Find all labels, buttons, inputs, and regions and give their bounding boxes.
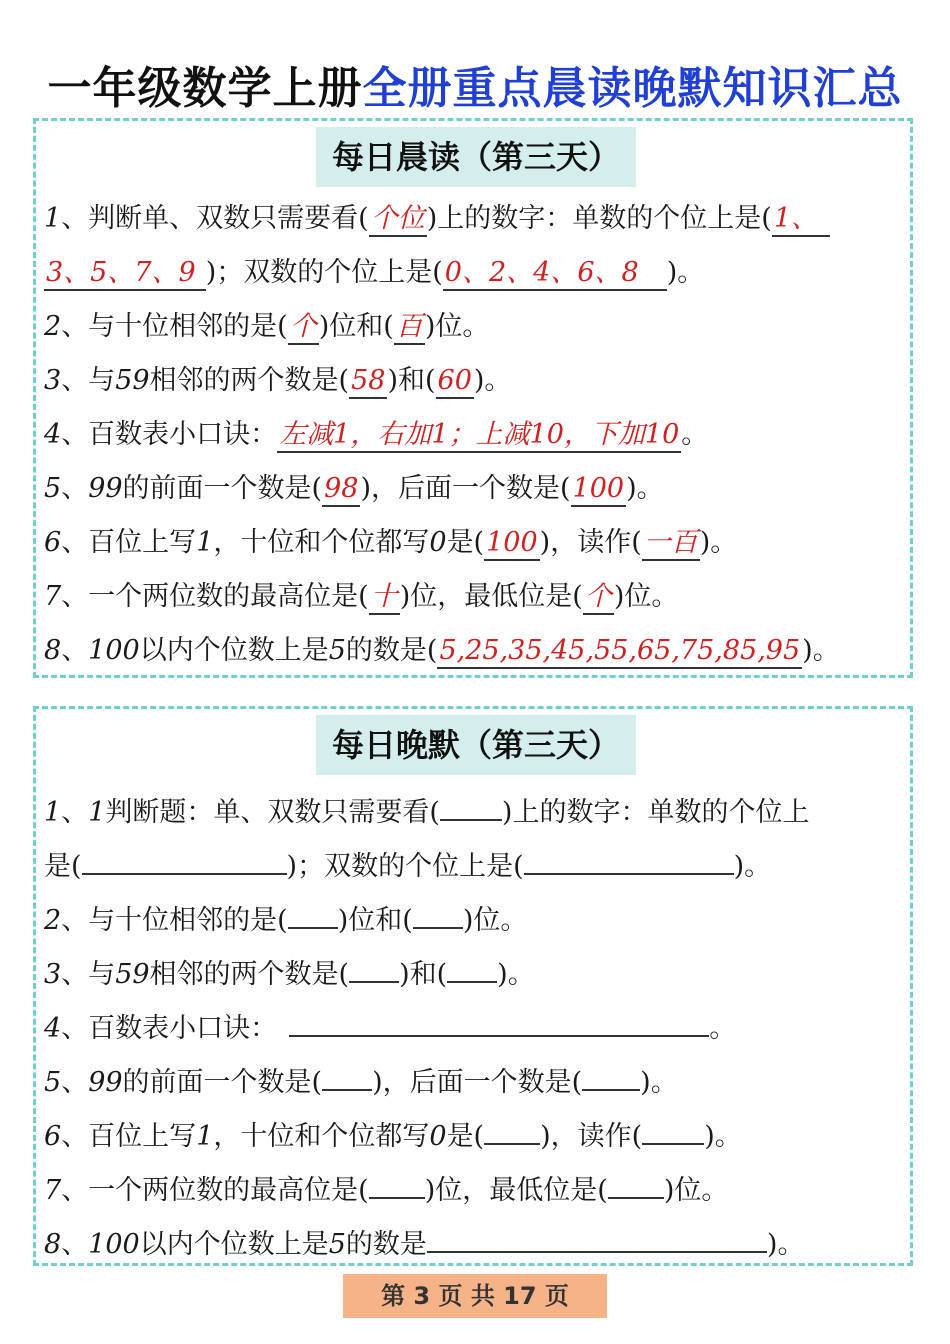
evening-q4: 4、百数表小口诀： 。: [44, 1005, 736, 1045]
answer-blank[interactable]: [349, 951, 399, 983]
answer-blank[interactable]: [413, 897, 463, 929]
answer: 1、: [772, 203, 830, 237]
morning-q2: 2、与十位相邻的是(个)位和(百)位。: [44, 307, 489, 347]
answer: 十: [369, 581, 400, 615]
answer-blank[interactable]: [369, 1167, 425, 1199]
morning-q5: 5、99的前面一个数是(98)，后面一个数是(100)。: [44, 469, 664, 509]
morning-q6: 6、百位上写1，十位和个位都写0是(100)，读作(一百)。: [44, 523, 737, 563]
answer: 100: [484, 527, 540, 561]
answer-blank[interactable]: [440, 789, 502, 821]
morning-q1-line2: 3、5、7、9 )；双数的个位上是(0、2、4、6、8 )。: [44, 253, 704, 293]
answer-blank[interactable]: [447, 951, 497, 983]
answer: 个: [288, 311, 319, 345]
morning-q3: 3、与59相邻的两个数是(58)和(60)。: [44, 361, 511, 401]
answer-blank[interactable]: [582, 1059, 640, 1091]
morning-q7: 7、一个两位数的最高位是(十)位，最低位是(个)位。: [44, 577, 678, 617]
evening-q1-line1: 1、1判断题：单、双数只需要看( )上的数字：单数的个位上: [44, 789, 809, 829]
answer-blank[interactable]: [322, 1059, 372, 1091]
morning-q4: 4、百数表小口诀：左减1，右加1；上减10，下加10。: [44, 415, 708, 455]
evening-q8: 8、100以内个位数上是5的数是 )。: [44, 1221, 804, 1261]
answer-blank[interactable]: [289, 1005, 709, 1037]
answer-blank[interactable]: [427, 1221, 767, 1253]
answer: 左减1，右加1；上减10，下加10: [277, 419, 681, 453]
answer: 3、5、7、9: [44, 257, 206, 291]
morning-q1-line1: 1、判断单、双数只需要看(个位)上的数字：单数的个位上是(1、: [44, 199, 830, 239]
answer: 60: [436, 365, 474, 399]
evening-heading: 每日晚默（第三天）: [316, 715, 636, 775]
evening-q2: 2、与十位相邻的是( )位和( )位。: [44, 897, 527, 937]
answer: 98: [322, 473, 360, 507]
answer-blank[interactable]: [484, 1113, 540, 1145]
answer: 一百: [642, 527, 700, 561]
evening-recitation-box: [33, 706, 913, 1266]
title-blue-part: 全册重点晨读晚默知识汇总: [362, 63, 903, 114]
answer: 个: [583, 581, 614, 615]
answer: 58: [349, 365, 387, 399]
answer: 5,25,35,45,55,65,75,85,95: [437, 635, 802, 669]
evening-q5: 5、99的前面一个数是( )，后面一个数是( )。: [44, 1059, 678, 1099]
evening-q1-line2: 是( )；双数的个位上是( )。: [44, 843, 771, 883]
morning-q8: 8、100以内个位数上是5的数是(5,25,35,45,55,65,75,85,95)。: [44, 631, 840, 671]
answer: 100: [571, 473, 627, 507]
morning-heading: 每日晨读（第三天）: [316, 127, 636, 187]
answer-blank[interactable]: [288, 897, 338, 929]
evening-q6: 6、百位上写1，十位和个位都写0是( )，读作( )。: [44, 1113, 742, 1153]
answer-blank[interactable]: [608, 1167, 664, 1199]
answer: 百: [394, 311, 425, 345]
evening-q3: 3、与59相邻的两个数是( )和( )。: [44, 951, 535, 991]
answer: 0、2、4、6、8: [443, 257, 667, 291]
answer: 个位: [369, 203, 427, 237]
answer-blank[interactable]: [82, 843, 287, 875]
answer-blank[interactable]: [524, 843, 734, 875]
title-black-part: 一年级数学上册: [47, 63, 363, 114]
morning-reading-box: [33, 118, 913, 678]
page-number-label: 第 3 页 共 17 页: [343, 1274, 607, 1318]
answer-blank[interactable]: [642, 1113, 704, 1145]
page-title: [0, 52, 950, 116]
evening-q7: 7、一个两位数的最高位是( )位，最低位是( )位。: [44, 1167, 728, 1207]
